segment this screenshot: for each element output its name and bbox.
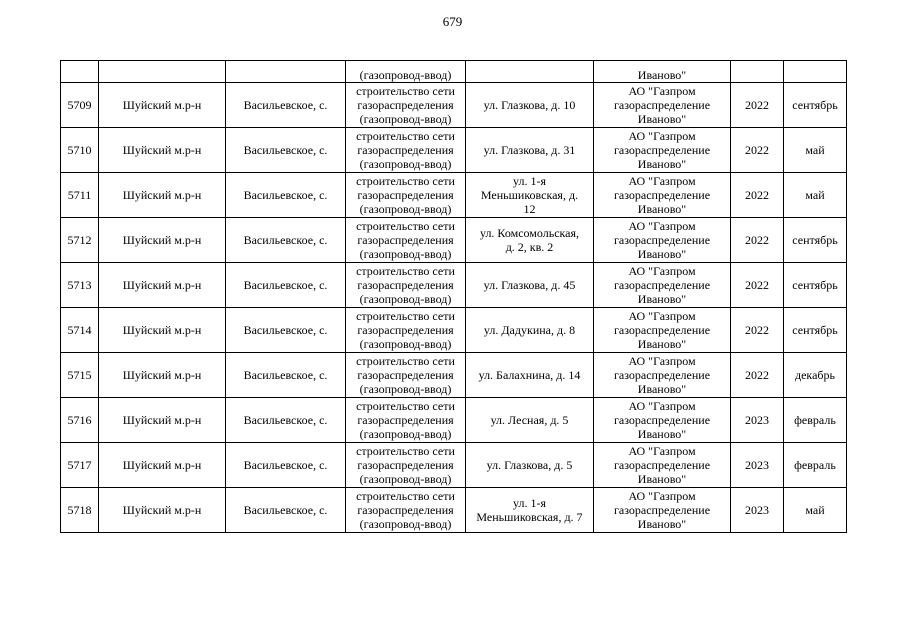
- cell-num: 5718: [61, 488, 99, 533]
- cell-organization: АО "Газпром газораспределение Иваново": [594, 218, 731, 263]
- cell-settlement: Васильевское, с.: [226, 443, 346, 488]
- cell-settlement: Васильевское, с.: [226, 398, 346, 443]
- cell-num: 5717: [61, 443, 99, 488]
- table-row: [61, 398, 847, 443]
- cell-month: май: [784, 128, 847, 173]
- cell-settlement: Васильевское, с.: [226, 173, 346, 218]
- cell-settlement: Васильевское, с.: [226, 308, 346, 353]
- cell-work-type: строительство сети газораспределения (газопровод-ввод): [346, 308, 466, 353]
- cell-month: сентябрь: [784, 218, 847, 263]
- cell-organization: АО "Газпром газораспределение Иваново": [594, 353, 731, 398]
- cell-work-type: строительство сети газораспределения (газопровод-ввод): [346, 488, 466, 533]
- table-body: [61, 61, 847, 533]
- cell-num: 5716: [61, 398, 99, 443]
- cell-address: ул. Глазкова, д. 45: [466, 263, 594, 308]
- table-row: [61, 128, 847, 173]
- cell-month: сентябрь: [784, 83, 847, 128]
- cell-month: февраль: [784, 443, 847, 488]
- cell-organization: АО "Газпром газораспределение Иваново": [594, 83, 731, 128]
- page-number: 679: [442, 14, 463, 29]
- cell-settlement: Васильевское, с.: [226, 488, 346, 533]
- cell-district: Шуйский м.р-н: [99, 308, 226, 353]
- cell-num: 5711: [61, 173, 99, 218]
- cell-district: Шуйский м.р-н: [99, 83, 226, 128]
- cell-year: 2022: [731, 128, 784, 173]
- cell-address: ул. Балахнина, д. 14: [466, 353, 594, 398]
- cell-year: 2022: [731, 83, 784, 128]
- cell-work-type: (газопровод-ввод): [346, 61, 466, 83]
- table-row: [61, 308, 847, 353]
- table-row-continuation: [61, 61, 847, 83]
- cell-num: 5710: [61, 128, 99, 173]
- table-row: [61, 488, 847, 533]
- cell-year: 2022: [731, 263, 784, 308]
- cell-organization: АО "Газпром газораспределение Иваново": [594, 488, 731, 533]
- cell-year: 2022: [731, 218, 784, 263]
- cell-organization: АО "Газпром газораспределение Иваново": [594, 443, 731, 488]
- cell-organization: АО "Газпром газораспределение Иваново": [594, 173, 731, 218]
- cell-address: ул. Комсомольская, д. 2, кв. 2: [466, 218, 594, 263]
- cell-organization: АО "Газпром газораспределение Иваново": [594, 263, 731, 308]
- table-row: [61, 83, 847, 128]
- cell-address: ул. Глазкова, д. 10: [466, 83, 594, 128]
- cell-settlement: Васильевское, с.: [226, 353, 346, 398]
- cell-num: 5712: [61, 218, 99, 263]
- table-row: [61, 353, 847, 398]
- cell-work-type: строительство сети газораспределения (газопровод-ввод): [346, 398, 466, 443]
- cell-district: Шуйский м.р-н: [99, 173, 226, 218]
- cell-work-type: строительство сети газораспределения (газопровод-ввод): [346, 218, 466, 263]
- cell-num: 5714: [61, 308, 99, 353]
- cell-settlement: Васильевское, с.: [226, 218, 346, 263]
- cell-address: ул. 1-я Меньшиковская, д. 7: [466, 488, 594, 533]
- cell-district: Шуйский м.р-н: [99, 353, 226, 398]
- cell-work-type: строительство сети газораспределения (газопровод-ввод): [346, 173, 466, 218]
- table-row: [61, 443, 847, 488]
- cell-month: декабрь: [784, 353, 847, 398]
- cell-address: [466, 61, 594, 83]
- cell-address: ул. Лесная, д. 5: [466, 398, 594, 443]
- cell-month: сентябрь: [784, 263, 847, 308]
- cell-organization: АО "Газпром газораспределение Иваново": [594, 398, 731, 443]
- cell-year: 2023: [731, 398, 784, 443]
- cell-month: [784, 61, 847, 83]
- table-row: [61, 263, 847, 308]
- cell-address: ул. Дадукина, д. 8: [466, 308, 594, 353]
- cell-work-type: строительство сети газораспределения (газопровод-ввод): [346, 353, 466, 398]
- cell-num: 5713: [61, 263, 99, 308]
- table-row: [61, 173, 847, 218]
- cell-organization: АО "Газпром газораспределение Иваново": [594, 308, 731, 353]
- cell-work-type: строительство сети газораспределения (газопровод-ввод): [346, 263, 466, 308]
- cell-work-type: строительство сети газораспределения (газопровод-ввод): [346, 128, 466, 173]
- cell-year: 2022: [731, 353, 784, 398]
- cell-district: Шуйский м.р-н: [99, 218, 226, 263]
- gasification-table: [60, 60, 847, 533]
- cell-address: ул. Глазкова, д. 31: [466, 128, 594, 173]
- cell-settlement: Васильевское, с.: [226, 83, 346, 128]
- cell-year: [731, 61, 784, 83]
- cell-month: февраль: [784, 398, 847, 443]
- cell-organization: АО "Газпром газораспределение Иваново": [594, 128, 731, 173]
- cell-num: 5715: [61, 353, 99, 398]
- cell-district: Шуйский м.р-н: [99, 128, 226, 173]
- cell-district: Шуйский м.р-н: [99, 263, 226, 308]
- cell-district: Шуйский м.р-н: [99, 488, 226, 533]
- cell-work-type: строительство сети газораспределения (газопровод-ввод): [346, 443, 466, 488]
- cell-address: ул. 1-я Меньшиковская, д. 12: [466, 173, 594, 218]
- cell-num: [61, 61, 99, 83]
- cell-settlement: Васильевское, с.: [226, 263, 346, 308]
- cell-settlement: [226, 61, 346, 83]
- cell-month: май: [784, 173, 847, 218]
- cell-district: Шуйский м.р-н: [99, 443, 226, 488]
- cell-district: Шуйский м.р-н: [99, 398, 226, 443]
- cell-year: 2022: [731, 308, 784, 353]
- table-row: [61, 218, 847, 263]
- cell-settlement: Васильевское, с.: [226, 128, 346, 173]
- cell-num: 5709: [61, 83, 99, 128]
- cell-month: май: [784, 488, 847, 533]
- cell-year: 2023: [731, 488, 784, 533]
- cell-year: 2022: [731, 173, 784, 218]
- cell-district: [99, 61, 226, 83]
- cell-work-type: строительство сети газораспределения (газопровод-ввод): [346, 83, 466, 128]
- cell-organization: Иваново": [594, 61, 731, 83]
- cell-year: 2023: [731, 443, 784, 488]
- cell-address: ул. Глазкова, д. 5: [466, 443, 594, 488]
- cell-month: сентябрь: [784, 308, 847, 353]
